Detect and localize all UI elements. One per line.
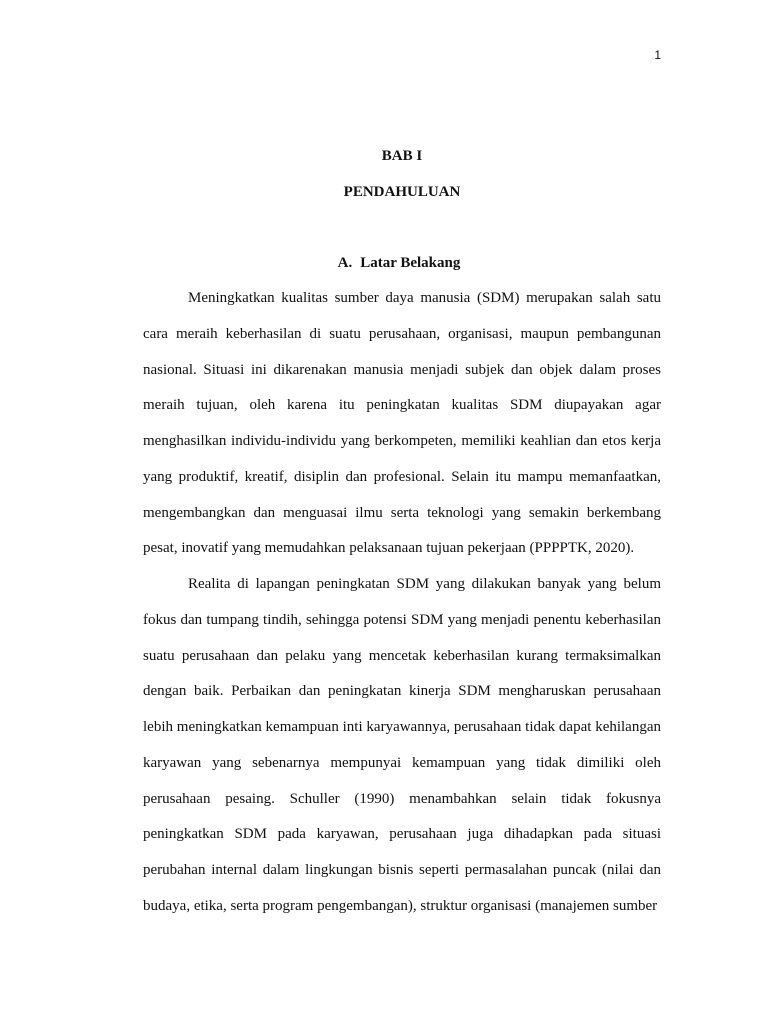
section-heading bbox=[0, 253, 768, 273]
chapter-title: PENDAHULUAN bbox=[343, 184, 461, 200]
section-number: A. bbox=[337, 255, 353, 271]
page-number: 1 bbox=[654, 48, 661, 62]
body-text bbox=[143, 281, 661, 925]
chapter-label: BAB I bbox=[381, 148, 423, 164]
paragraph: Meningkatkan kualitas sumber daya manusia (SDM) merupakan salah satu cara meraih keberhasilan di suatu perusahaan, organisasi, maupun pembangunan nasional. Situasi ini dikarenakan manusia menjadi subjek dan objek dalam proses meraih tujuan, oleh karena itu peningkatan kualitas SDM diupayakan agar menghasilkan individu-individu yang berkompeten, memiliki keahlian dan etos kerja yang produktif, kreatif, disiplin dan profesional. Selain itu mampu memanfaatkan, mengembangkan dan menguasai ilmu serta teknologi yang semakin berkembang pesat, inovatif yang memudahkan pelaksanaan tujuan pekerjaan (PPPPTK, 2020). bbox=[143, 290, 661, 557]
section-title: Latar Belakang bbox=[360, 255, 461, 271]
paragraph: Realita di lapangan peningkatan SDM yang dilakukan banyak yang belum fokus dan tumpang tindih, sehingga potensi SDM yang menjadi penentu keberhasilan suatu perusahaan dan pelaku yang mencetak keberhasilan kurang termaksimalkan dengan baik. Perbaikan dan peningkatan kinerja SDM mengharuskan perusahaan lebih meningkatkan kemampuan inti karyawannya, perusahaan tidak dapat kehilangan karyawan yang sebenarnya mempunyai kemampuan yang tidak dimiliki oleh perusahaan pesaing. Schuller (1990) menambahkan selain tidak fokusnya peningkatkan SDM pada karyawan, perusahaan juga dihadapkan pada situasi perubahan internal dalam lingkungan bisnis seperti permasalahan puncak (nilai dan budaya, etika, serta program pengembangan), struktur organisasi (manajemen sumber bbox=[143, 576, 661, 914]
